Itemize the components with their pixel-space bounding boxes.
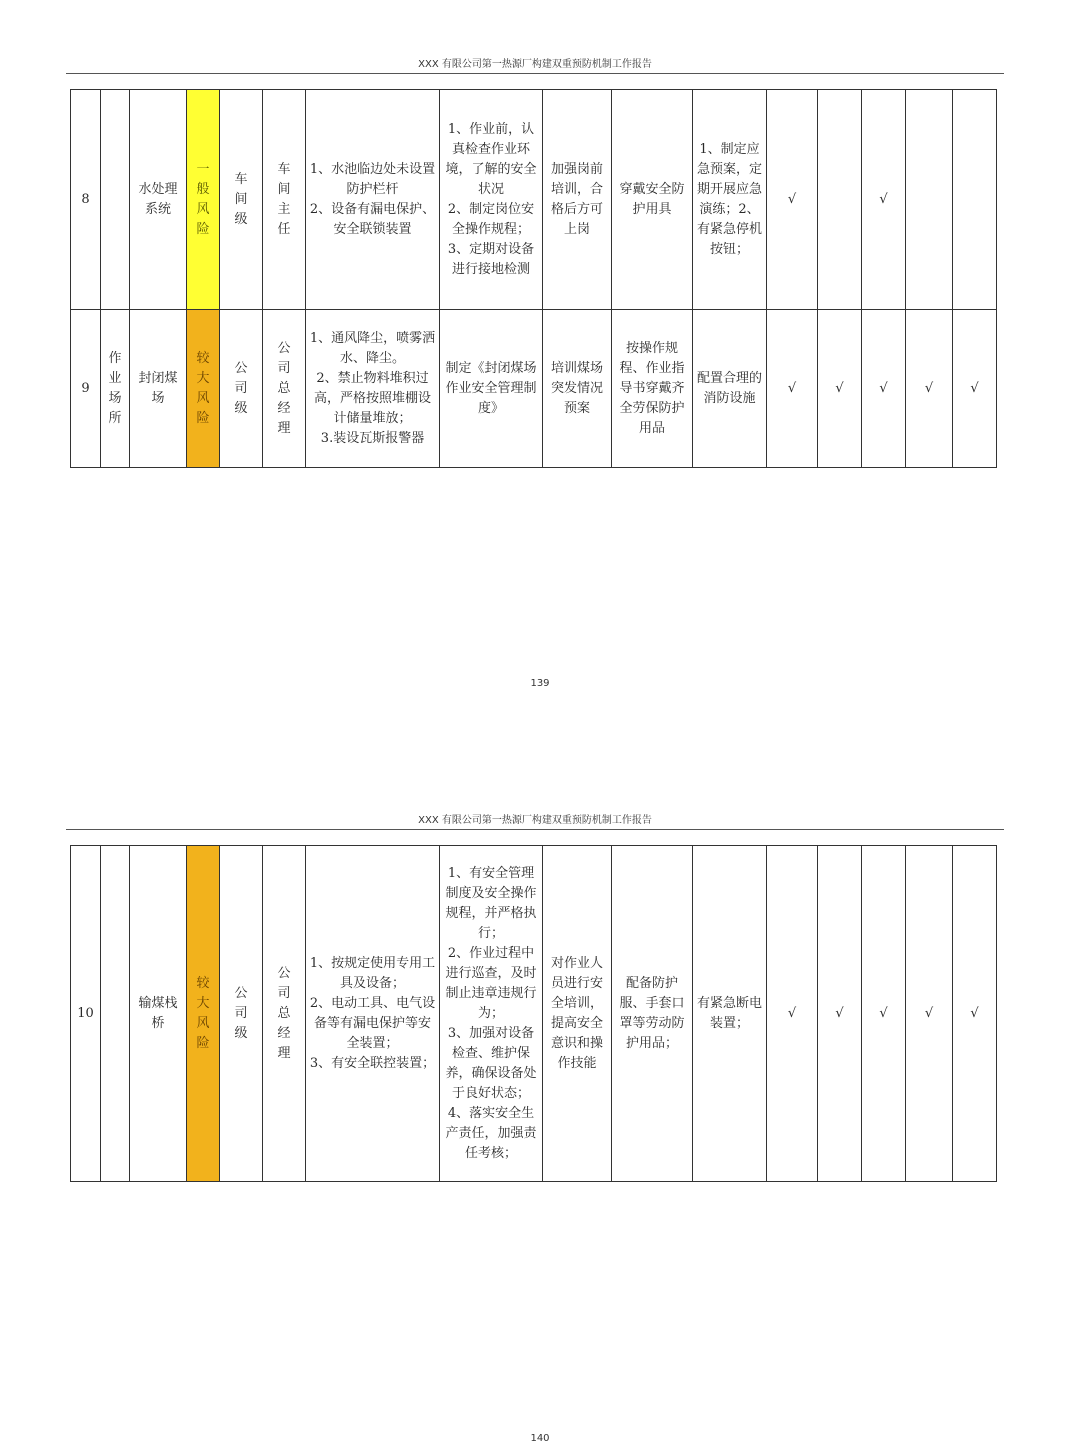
category-cell (101, 846, 130, 1182)
training-measures-cell: 加强岗前培训，合格后方可上岗 (543, 90, 612, 310)
page-139 (0, 0, 1080, 715)
category-cell (101, 90, 130, 310)
check-cell: √ (906, 310, 953, 468)
management-measures-cell: 制定《封闭煤场作业安全管理制度》 (440, 310, 543, 468)
responsible-cell: 公司总经理 (263, 846, 306, 1182)
page-number: 140 (530, 1433, 550, 1444)
control-level-cell: 公司级 (220, 846, 263, 1182)
control-level-cell: 公司级 (220, 310, 263, 468)
risk-control-table (70, 845, 997, 1182)
emergency-measures-cell: 有紧急断电装置； (693, 846, 767, 1182)
unit-cell: 封闭煤场 (130, 310, 187, 468)
table-row (71, 90, 997, 310)
engineering-measures-cell: 1、水池临边处未设置防护栏杆 2、设备有漏电保护、安全联锁装置 (306, 90, 440, 310)
page-number: 139 (530, 678, 550, 689)
check-cell: √ (767, 90, 818, 310)
check-cell (818, 90, 862, 310)
responsible-cell: 车间主任 (263, 90, 306, 310)
emergency-measures-cell: 1、制定应急预案，定期开展应急演练；2、有紧急停机按钮； (693, 90, 767, 310)
check-cell: √ (953, 846, 997, 1182)
table-row (71, 310, 997, 468)
check-cell: √ (862, 90, 906, 310)
management-measures-cell: 1、作业前，认真检查作业环境，了解的安全状况 2、制定岗位安全操作规程； 3、定期对设备进行接地检测 (440, 90, 543, 310)
check-cell (906, 90, 953, 310)
engineering-measures-cell: 1、通风降尘，喷雾洒水、降尘。 2、禁止物料堆积过高，严格按照堆棚设计储量堆放； 3.装设瓦斯报警器 (306, 310, 440, 468)
check-cell: √ (818, 310, 862, 468)
page-header: XXX 有限公司第一热源厂构建双重预防机制工作报告 (66, 55, 1004, 74)
ppe-measures-cell: 按操作规程、作业指导书穿戴齐全劳保防护用品 (612, 310, 693, 468)
check-cell: √ (862, 310, 906, 468)
training-measures-cell: 对作业人员进行安全培训，提高安全意识和操作技能 (543, 846, 612, 1182)
control-level-cell: 车间级 (220, 90, 263, 310)
emergency-measures-cell: 配置合理的消防设施 (693, 310, 767, 468)
unit-cell: 水处理系统 (130, 90, 187, 310)
row-number: 10 (71, 846, 101, 1182)
management-measures-cell: 1、有安全管理制度及安全操作规程，并严格执行； 2、作业过程中进行巡查，及时制止违章违规行为； 3、加强对设备检查、维护保养，确保设备处于良好状态； 4、落实安全生产责任，加强责任考核； (440, 846, 543, 1182)
training-measures-cell: 培训煤场突发情况预案 (543, 310, 612, 468)
page-140 (0, 755, 1080, 1447)
check-cell: √ (953, 310, 997, 468)
check-cell: √ (767, 310, 818, 468)
risk-level-badge: 较大风险 (187, 310, 220, 468)
ppe-measures-cell: 穿戴安全防护用具 (612, 90, 693, 310)
check-cell: √ (906, 846, 953, 1182)
check-cell: √ (818, 846, 862, 1182)
row-number: 8 (71, 90, 101, 310)
check-cell: √ (767, 846, 818, 1182)
risk-level-badge: 较大风险 (187, 846, 220, 1182)
table-row (71, 846, 997, 1182)
check-cell: √ (862, 846, 906, 1182)
page-header: XXX 有限公司第一热源厂构建双重预防机制工作报告 (66, 811, 1004, 830)
ppe-measures-cell: 配备防护服、手套口罩等劳动防护用品； (612, 846, 693, 1182)
row-number: 9 (71, 310, 101, 468)
check-cell (953, 90, 997, 310)
engineering-measures-cell: 1、按规定使用专用工具及设备； 2、电动工具、电气设备等有漏电保护等安全装置； 3、有安全联控装置； (306, 846, 440, 1182)
risk-control-table (70, 89, 997, 468)
unit-cell: 输煤栈桥 (130, 846, 187, 1182)
responsible-cell: 公司总经理 (263, 310, 306, 468)
risk-level-badge: 一般风险 (187, 90, 220, 310)
category-cell: 作业场所 (101, 310, 130, 468)
